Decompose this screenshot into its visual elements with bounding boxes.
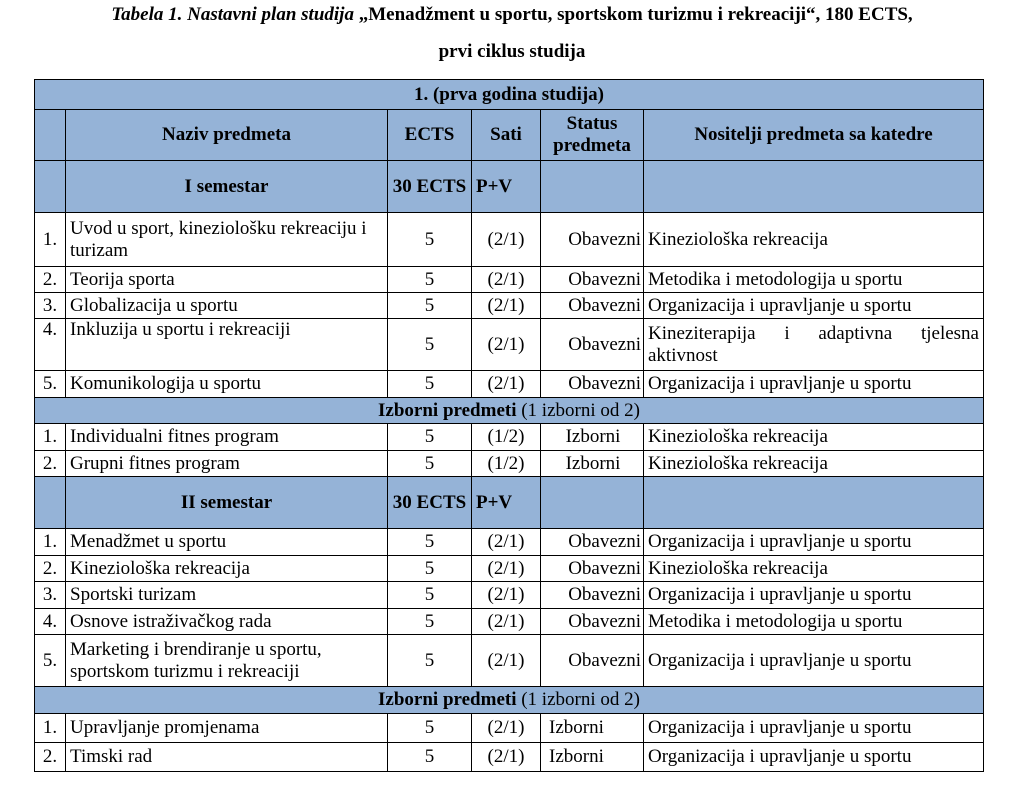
row-num: 2. bbox=[35, 743, 66, 772]
semester-1-title: I semestar bbox=[66, 161, 388, 213]
row-sati: (2/1) bbox=[472, 319, 541, 371]
row-num: 1. bbox=[35, 529, 66, 556]
row-status: Izborni bbox=[541, 424, 644, 451]
semester-1-sati: P+V bbox=[472, 161, 541, 213]
row-sati: (1/2) bbox=[472, 424, 541, 451]
row-sati: (2/1) bbox=[472, 529, 541, 556]
curriculum-table bbox=[34, 79, 984, 772]
caption-subtitle: prvi ciklus studija bbox=[438, 41, 586, 62]
row-num: 2. bbox=[35, 267, 66, 293]
table-row bbox=[35, 424, 984, 451]
row-num: 1. bbox=[35, 424, 66, 451]
row-ects: 5 bbox=[388, 743, 472, 772]
row-ects: 5 bbox=[388, 582, 472, 609]
row-nositelji: Organizacija i upravljanje u sportu bbox=[644, 635, 984, 687]
row-num: 5. bbox=[35, 635, 66, 687]
row-status: Obavezni bbox=[541, 635, 644, 687]
row-nositelji: Metodika i metodologija u sportu bbox=[644, 609, 984, 635]
header-status: Status predmeta bbox=[541, 110, 644, 161]
row-name: Inkluzija u sportu i rekreaciji bbox=[66, 319, 388, 371]
row-ects: 5 bbox=[388, 424, 472, 451]
row-status: Izborni bbox=[541, 451, 644, 477]
table-caption bbox=[0, 5, 1024, 24]
row-status: Obavezni bbox=[541, 529, 644, 556]
row-status: Obavezni bbox=[541, 293, 644, 319]
row-status: Obavezni bbox=[541, 582, 644, 609]
row-ects: 5 bbox=[388, 529, 472, 556]
semester-2-status-cell bbox=[541, 477, 644, 529]
elective-header-2 bbox=[35, 687, 984, 714]
row-nositelji: Organizacija i upravljanje u sportu bbox=[644, 714, 984, 743]
row-num: 1. bbox=[35, 714, 66, 743]
semester-1-row bbox=[35, 161, 984, 213]
row-name: Upravljanje promjenama bbox=[66, 714, 388, 743]
row-nositelji: Kineziterapija i adaptivna tjelesna aktivnost bbox=[644, 319, 984, 371]
row-ects: 5 bbox=[388, 714, 472, 743]
table-row bbox=[35, 371, 984, 398]
row-ects: 5 bbox=[388, 371, 472, 398]
table-row bbox=[35, 582, 984, 609]
table-row bbox=[35, 609, 984, 635]
row-sati: (2/1) bbox=[472, 267, 541, 293]
row-num: 2. bbox=[35, 556, 66, 582]
header-sati: Sati bbox=[472, 110, 541, 161]
row-ects: 5 bbox=[388, 267, 472, 293]
row-name: Sportski turizam bbox=[66, 582, 388, 609]
caption-label: Tabela 1. Nastavni plan studija bbox=[111, 4, 354, 25]
row-sati: (2/1) bbox=[472, 714, 541, 743]
table-row bbox=[35, 267, 984, 293]
column-header-row bbox=[35, 110, 984, 161]
elective-header-label: Izborni predmeti bbox=[378, 689, 517, 710]
row-ects: 5 bbox=[388, 293, 472, 319]
row-status: Obavezni bbox=[541, 371, 644, 398]
row-status: Obavezni bbox=[541, 267, 644, 293]
row-sati: (2/1) bbox=[472, 213, 541, 267]
row-sati: (2/1) bbox=[472, 371, 541, 398]
row-ects: 5 bbox=[388, 213, 472, 267]
row-nositelji: Metodika i metodologija u sportu bbox=[644, 267, 984, 293]
row-num: 5. bbox=[35, 371, 66, 398]
row-num: 3. bbox=[35, 582, 66, 609]
table-row bbox=[35, 635, 984, 687]
row-name: Marketing i brendiranje u sportu, sportskom turizmu i rekreaciji bbox=[66, 635, 388, 687]
row-name: Komunikologija u sportu bbox=[66, 371, 388, 398]
row-sati: (1/2) bbox=[472, 451, 541, 477]
row-sati: (2/1) bbox=[472, 743, 541, 772]
row-sati: (2/1) bbox=[472, 582, 541, 609]
row-name: Kineziološka rekreacija bbox=[66, 556, 388, 582]
table-row bbox=[35, 213, 984, 267]
elective-header-row bbox=[35, 398, 984, 424]
row-ects: 5 bbox=[388, 451, 472, 477]
row-sati: (2/1) bbox=[472, 609, 541, 635]
semester-2-title: II semestar bbox=[66, 477, 388, 529]
row-name: Timski rad bbox=[66, 743, 388, 772]
semester-1-ects: 30 ECTS bbox=[388, 161, 472, 213]
row-sati: (2/1) bbox=[472, 635, 541, 687]
row-nositelji: Kineziološka rekreacija bbox=[644, 424, 984, 451]
semester-2-sati: P+V bbox=[472, 477, 541, 529]
row-num: 4. bbox=[35, 319, 66, 371]
row-status: Izborni bbox=[541, 714, 644, 743]
row-ects: 5 bbox=[388, 609, 472, 635]
elective-header-1 bbox=[35, 398, 984, 424]
row-nositelji: Organizacija i upravljanje u sportu bbox=[644, 743, 984, 772]
semester-1-num-cell bbox=[35, 161, 66, 213]
row-name: Grupni fitnes program bbox=[66, 451, 388, 477]
row-nositelji: Organizacija i upravljanje u sportu bbox=[644, 582, 984, 609]
row-nositelji: Organizacija i upravljanje u sportu bbox=[644, 371, 984, 398]
year-header-row bbox=[35, 80, 984, 110]
elective-header-note: (1 izborni od 2) bbox=[516, 689, 640, 710]
row-num: 2. bbox=[35, 451, 66, 477]
row-sati: (2/1) bbox=[472, 293, 541, 319]
table-row bbox=[35, 714, 984, 743]
row-status: Obavezni bbox=[541, 319, 644, 371]
row-nositelji: Organizacija i upravljanje u sportu bbox=[644, 529, 984, 556]
semester-1-nos-cell bbox=[644, 161, 984, 213]
row-num: 1. bbox=[35, 213, 66, 267]
header-num-cell bbox=[35, 110, 66, 161]
row-nositelji: Kineziološka rekreacija bbox=[644, 556, 984, 582]
row-name: Uvod u sport, kineziološku rekreaciju i turizam bbox=[66, 213, 388, 267]
header-nositelji: Nositelji predmeta sa katedre bbox=[644, 110, 984, 161]
table-row bbox=[35, 743, 984, 772]
elective-header-row bbox=[35, 687, 984, 714]
row-num: 3. bbox=[35, 293, 66, 319]
table-row bbox=[35, 293, 984, 319]
row-name: Globalizacija u sportu bbox=[66, 293, 388, 319]
row-name: Menadžmet u sportu bbox=[66, 529, 388, 556]
table-row bbox=[35, 451, 984, 477]
row-name: Individualni fitnes program bbox=[66, 424, 388, 451]
semester-2-nos-cell bbox=[644, 477, 984, 529]
row-status: Obavezni bbox=[541, 213, 644, 267]
header-ects: ECTS bbox=[388, 110, 472, 161]
row-status: Izborni bbox=[541, 743, 644, 772]
semester-2-ects: 30 ECTS bbox=[388, 477, 472, 529]
semester-2-row bbox=[35, 477, 984, 529]
table-row bbox=[35, 319, 984, 371]
row-num: 4. bbox=[35, 609, 66, 635]
elective-header-label: Izborni predmeti bbox=[378, 399, 517, 421]
header-naziv: Naziv predmeta bbox=[66, 110, 388, 161]
year-title: 1. (prva godina studija) bbox=[35, 80, 984, 110]
row-name: Teorija sporta bbox=[66, 267, 388, 293]
row-nositelji: Kineziološka rekreacija bbox=[644, 213, 984, 267]
row-sati: (2/1) bbox=[472, 556, 541, 582]
row-nositelji: Kineziološka rekreacija bbox=[644, 451, 984, 477]
row-nositelji: Organizacija i upravljanje u sportu bbox=[644, 293, 984, 319]
table-row bbox=[35, 529, 984, 556]
semester-2-num-cell bbox=[35, 477, 66, 529]
row-ects: 5 bbox=[388, 556, 472, 582]
table-row bbox=[35, 556, 984, 582]
caption-title: „Menadžment u sportu, sportskom turizmu i rekreaciji“, 180 ECTS, bbox=[353, 4, 913, 25]
row-ects: 5 bbox=[388, 635, 472, 687]
row-status: Obavezni bbox=[541, 556, 644, 582]
elective-header-note: (1 izborni od 2) bbox=[516, 399, 640, 421]
semester-1-status-cell bbox=[541, 161, 644, 213]
row-ects: 5 bbox=[388, 319, 472, 371]
row-name: Osnove istraživačkog rada bbox=[66, 609, 388, 635]
row-status: Obavezni bbox=[541, 609, 644, 635]
